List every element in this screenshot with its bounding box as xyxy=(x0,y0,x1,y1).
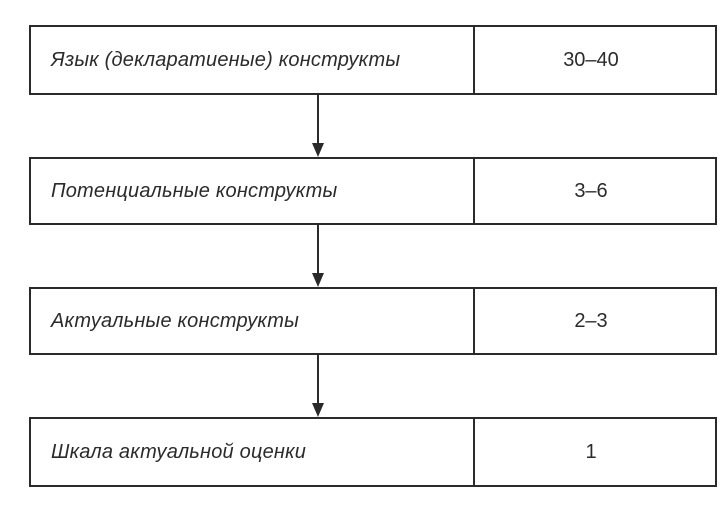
down-arrow xyxy=(308,95,328,157)
down-arrow xyxy=(308,355,328,417)
level-count: 1 xyxy=(585,440,597,463)
level-label: Потенциальные конструкты xyxy=(31,159,475,223)
down-arrow xyxy=(308,225,328,287)
level-label: Шкала актуальной оценки xyxy=(31,419,475,485)
level-count: 3–6 xyxy=(574,179,608,202)
level-label: Язык (декларатиеные) конструкты xyxy=(31,27,475,93)
construct-level-box-language xyxy=(29,25,717,95)
construct-level-box-potential xyxy=(29,157,717,225)
level-count: 30–40 xyxy=(563,48,619,71)
level-label: Актуальные конструкты xyxy=(31,289,475,353)
construct-level-box-scale xyxy=(29,417,717,487)
construct-level-box-actual xyxy=(29,287,717,355)
level-count: 2–3 xyxy=(574,309,608,332)
